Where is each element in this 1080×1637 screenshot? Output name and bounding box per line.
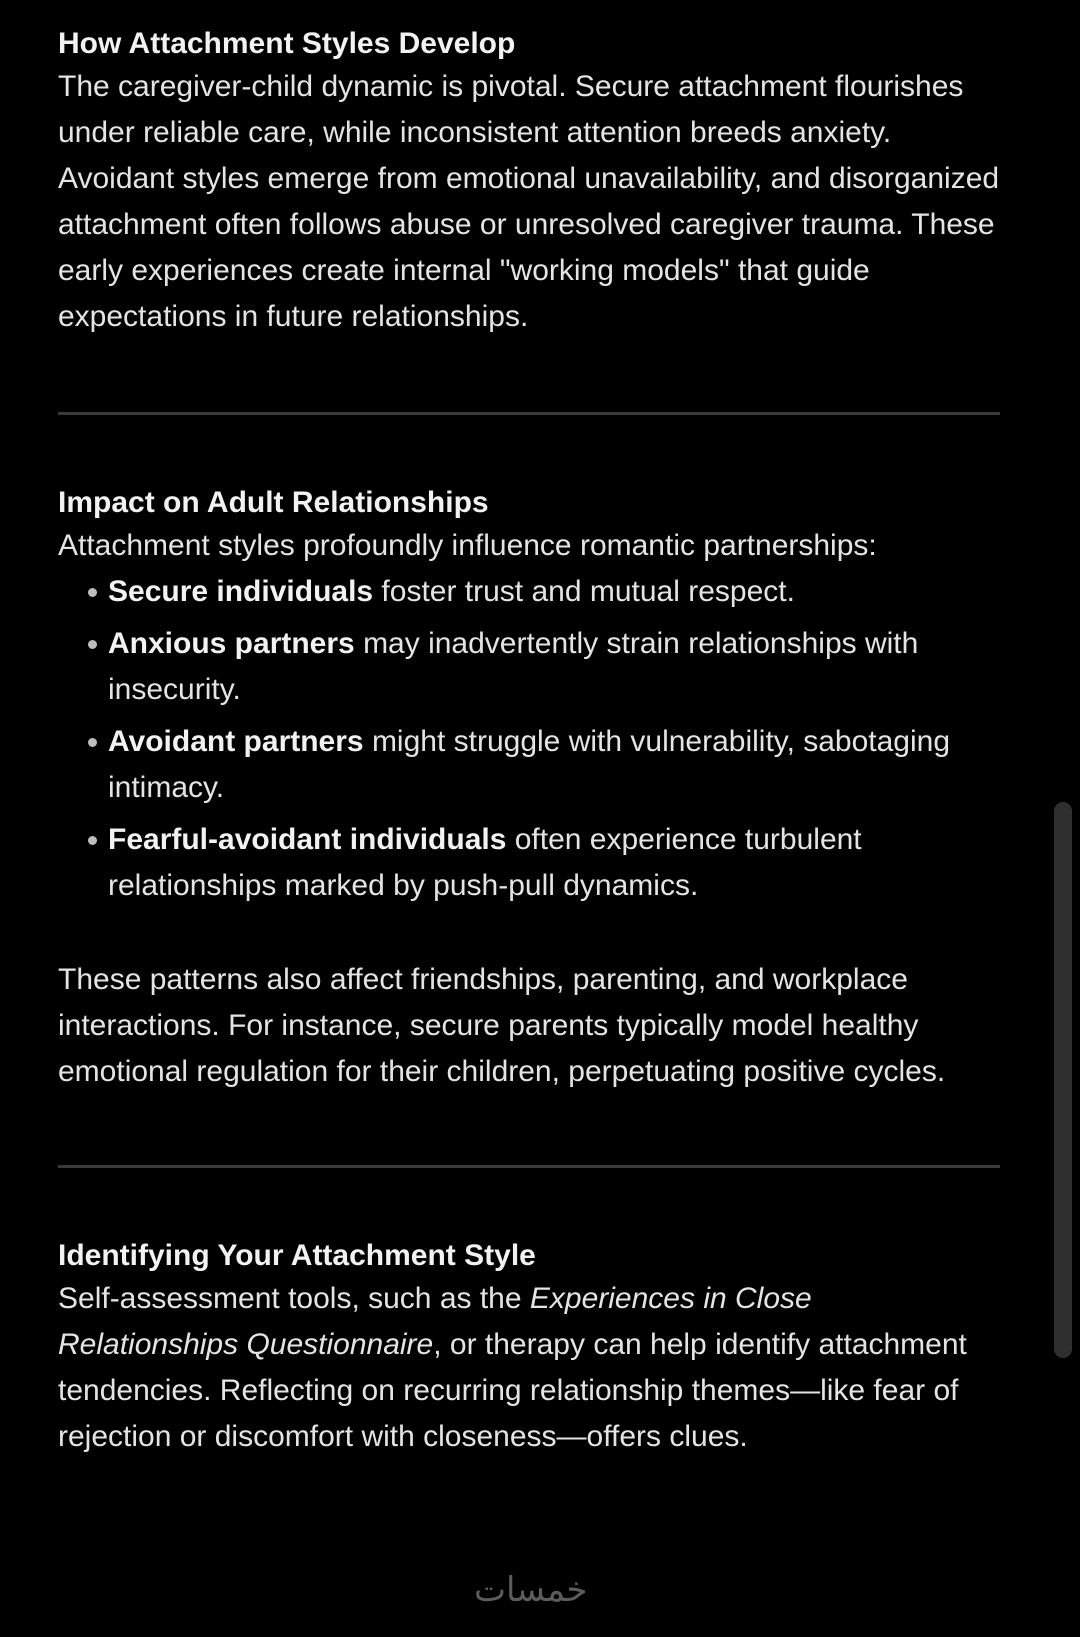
list-item-bold: Secure individuals xyxy=(108,575,374,608)
list-item xyxy=(86,719,1000,811)
section-heading-impact: Impact on Adult Relationships xyxy=(58,486,489,519)
bullet-icon xyxy=(88,836,97,845)
list-item-text: may inadvertently strain relationships with insecurity. xyxy=(108,627,919,706)
list-item xyxy=(86,621,1000,713)
list-item xyxy=(86,817,1000,909)
impact-list xyxy=(58,569,1000,909)
section-intro-impact: Attachment styles profoundly influence romantic partnerships: xyxy=(58,529,877,562)
questionnaire-title: Experiences in Close Relationships Questionnaire xyxy=(58,1282,812,1361)
list-item-text: foster trust and mutual respect. xyxy=(373,575,795,608)
article-content xyxy=(58,24,1000,1460)
list-item-text: often experience turbulent relationships marked by push-pull dynamics. xyxy=(108,823,862,902)
list-item-bold: Anxious partners xyxy=(108,627,355,660)
vertical-scrollbar[interactable] xyxy=(1054,802,1072,1358)
section-outro-impact: These patterns also affect friendships, parenting, and workplace interactions. For instance, secure parents typically model healthy emotional regulation for their children, perpetuating positive cycles. xyxy=(58,963,946,1088)
section-heading-develop: How Attachment Styles Develop xyxy=(58,27,516,60)
list-item-bold: Fearful-avoidant individuals xyxy=(108,823,507,856)
watermark-logo: خمسات xyxy=(474,1570,588,1610)
bullet-icon xyxy=(88,588,97,597)
section-heading-identify: Identifying Your Attachment Style xyxy=(58,1239,536,1272)
bullet-icon xyxy=(88,640,97,649)
section-body-identify xyxy=(58,1276,1000,1460)
list-item-bold: Avoidant partners xyxy=(108,725,364,758)
section-body-develop: The caregiver-child dynamic is pivotal. Secure attachment flourishes under reliable care, while inconsistent attention breeds anxiety. Avoidant styles emerge from emotional unavailability, and disorganized attachment often follows abuse or unresolved caregiver trauma. These early experiences create internal "working models" that guide expectations in future relationships. xyxy=(58,70,1000,333)
body-text-post: , or therapy can help identify attachment tendencies. Reflecting on recurring relationship themes—like fear of rejection or discomfort with closeness—offers clues. xyxy=(58,1328,967,1453)
list-item xyxy=(86,569,1000,615)
bullet-icon xyxy=(88,738,97,747)
list-item-text: might struggle with vulnerability, sabotaging intimacy. xyxy=(108,725,951,804)
body-text-pre: Self-assessment tools, such as the xyxy=(58,1282,530,1315)
